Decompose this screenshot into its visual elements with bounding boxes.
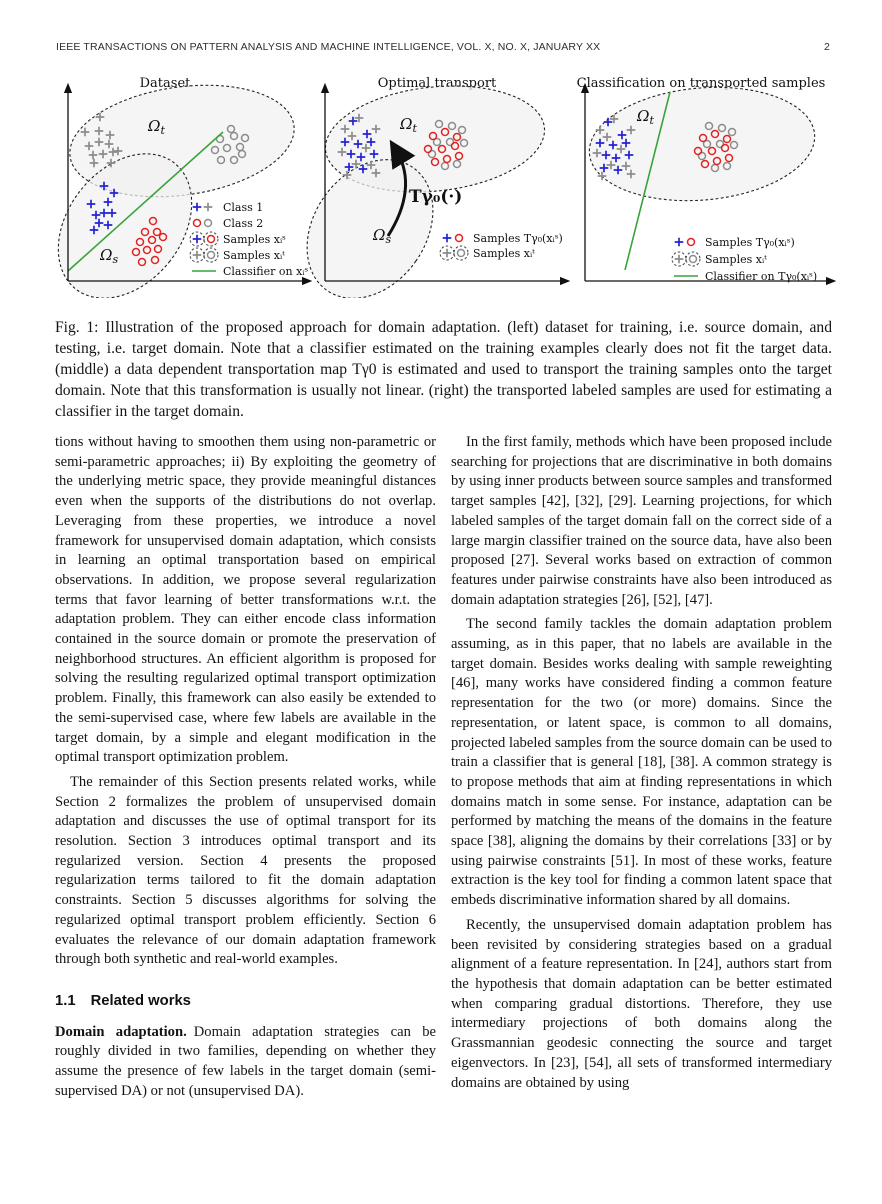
figure-caption: Fig. 1: Illustration of the proposed approach for domain adaptation. (left) dataset for training, i.e. source domain, and testing, i.e. target domain. Note that a classifier estimated on the training examples clearly does not fit the target data. (middle) a data dependent transportation map Tγ0 is estimated and used to transport the training samples onto the target domain. Note that this transformation is usually not linear. (right) the transported labeled samples are used for estimating a classifier in the target domain. (55, 318, 832, 420)
paragraph: The remainder of this Section presents related works, while Section 2 formalizes the problem of unsupervised domain adaptation and discusses the use of optimal transport for its resolution. Section 3 introduces optimal transport and its regularized version. Section 4 presents the proposed regularization terms tailored to fit the domain adaptation constraints. Section 5 discusses algorithms for solving the regularized optimal transport problem efficiently. Section 6 evaluates the relevance of our domain adaptation framework through both synthetic and real-world examples. (55, 773, 436, 968)
svg-text:Class 2: Class 2 (223, 217, 264, 230)
svg-text:Samples Tγ₀(xᵢˢ): Samples Tγ₀(xᵢˢ) (705, 236, 795, 249)
svg-text:Samples Tγ₀(xᵢˢ): Samples Tγ₀(xᵢˢ) (473, 232, 563, 245)
paragraph (55, 1023, 436, 1102)
right-column (451, 433, 832, 1107)
svg-text:Samples xᵢᵗ: Samples xᵢᵗ (223, 249, 285, 262)
journal-title: IEEE TRANSACTIONS ON PATTERN ANALYSIS AND MACHINE INTELLIGENCE, VOL. X, NO. X, JANUARY XX (56, 41, 601, 53)
svg-text:Ωs: $\Omega_s$ (100, 246, 119, 266)
paragraph: In the first family, methods which have been proposed include searching for projections that are discriminative in both domains by using inner products between source samples and transformed target samples [42], [32], [29]. Learning projections, for which labeled samples of the target domain fall on the correct side of a large margin classifier trained on the source data, have also been proposed [27]. Several works based on extraction of common features under pairwise constraints have also been introduced as domain adaptation strategies [26], [52], [47]. (451, 434, 832, 608)
svg-text:Samples xᵢˢ: Samples xᵢˢ (223, 233, 286, 246)
figure-1 (45, 74, 837, 298)
paragraph: Recently, the unsupervised domain adaptation problem has been revisited by considering strategies based on a gradual alignment of a feature representation. In [24], authors start from the hypothesis that domain adaptation can be better estimated when comparing gradual distortions. Therefore, they use intermediary projections of both domains along the Grassmannian geodesic connecting the source and target eigenvectors. In [23], [54], all sets of transformed intermediary domains are obtained by using (451, 916, 832, 1091)
svg-text:Ωt: $\Omega_t$ (400, 115, 417, 135)
figure-panel (281, 76, 565, 298)
section-heading (55, 992, 436, 1012)
paragraph-lead: Domain adaptation. (55, 1023, 187, 1040)
body-columns (55, 433, 832, 1107)
svg-text:Class 1: Class 1 (223, 201, 264, 214)
svg-text:Classifier on xᵢˢ: Classifier on xᵢˢ (223, 265, 309, 278)
page-number: 2 (824, 41, 830, 53)
svg-text:Ωt: $\Omega_t$ (148, 117, 165, 137)
svg-text:Ωt: $\Omega_t$ (637, 107, 654, 127)
section-number: 1.1 (55, 992, 76, 1009)
svg-text:Classification on transported: Classification on transported samples (576, 76, 826, 91)
paragraph: tions without having to smoothen them using non-parametric or semi-parametric approaches; ii) By exploiting the geometry of the underlying metric space, they provide meaningful distances even when the supports of the distributions do not overlap. Leveraging from these properties, we introduce a novel framework for unsupervised domain adaptation, which consists in learning an optimal transportation based on empirical observations. In addition, we propose several regularization terms that favor learning of better transformations w.r.t. the adaptation problem. They can either encode class information contained in the source domain or promote the preservation of neighborhood structures. An efficient algorithm is proposed for solving the resulting regularized optimal transport optimization problem. Finally, this framework can also easily be extended to the semi-supervised case, where few labels are available in the target domain, by a simple and elegant modification in the optimal transport optimization problem. (55, 434, 436, 766)
svg-text:Samples xᵢᵗ: Samples xᵢᵗ (473, 247, 535, 260)
paragraph: The second family tackles the domain adaptation problem assuming, as in this paper, that no labels are available in the target domain. Besides works dealing with sample reweighting [46], many works have considered finding a common feature representation for the two (or more) domains. Since the representation, or latent space, is common to all domains, projected labeled samples from the source domain can be used to train a classifier that is general [18], [38]. A common strategy is to propose methods that aim at finding representations in which domains match in some sense. For instance, adaptation can be performed by matching the means of the domains in the feature space [38], aligning the domains by their correlations [33] or by using pairwise constraints [51]. In most of these works, feature extraction is the key tool for finding a common latent space that embeds discriminative information shared by all domains. (451, 616, 832, 909)
figure-1-canvas (45, 74, 837, 298)
figure-panel (45, 74, 309, 298)
svg-text:Samples xᵢᵗ: Samples xᵢᵗ (705, 253, 767, 266)
svg-text:Ωs: $\Omega_s$ (373, 226, 392, 246)
left-column (55, 433, 436, 1107)
section-title: Related works (90, 992, 191, 1009)
paragraph-text: Domain adaptation strategies can be roughly divided in two families, depending on whether they assume the presence of few labels in the target domain (semi-supervised DA) or not (unsupervised DA). (55, 1023, 436, 1099)
svg-text:Optimal transport: Optimal transport (377, 76, 497, 91)
running-head (56, 41, 830, 53)
svg-text:Tγ₀(·): Tγ₀(·) (409, 187, 463, 207)
figure-panel (577, 76, 831, 283)
svg-text:Dataset: Dataset (139, 76, 191, 91)
svg-text:Classifier on Tγ₀(xᵢˢ): Classifier on Tγ₀(xᵢˢ) (705, 270, 818, 283)
